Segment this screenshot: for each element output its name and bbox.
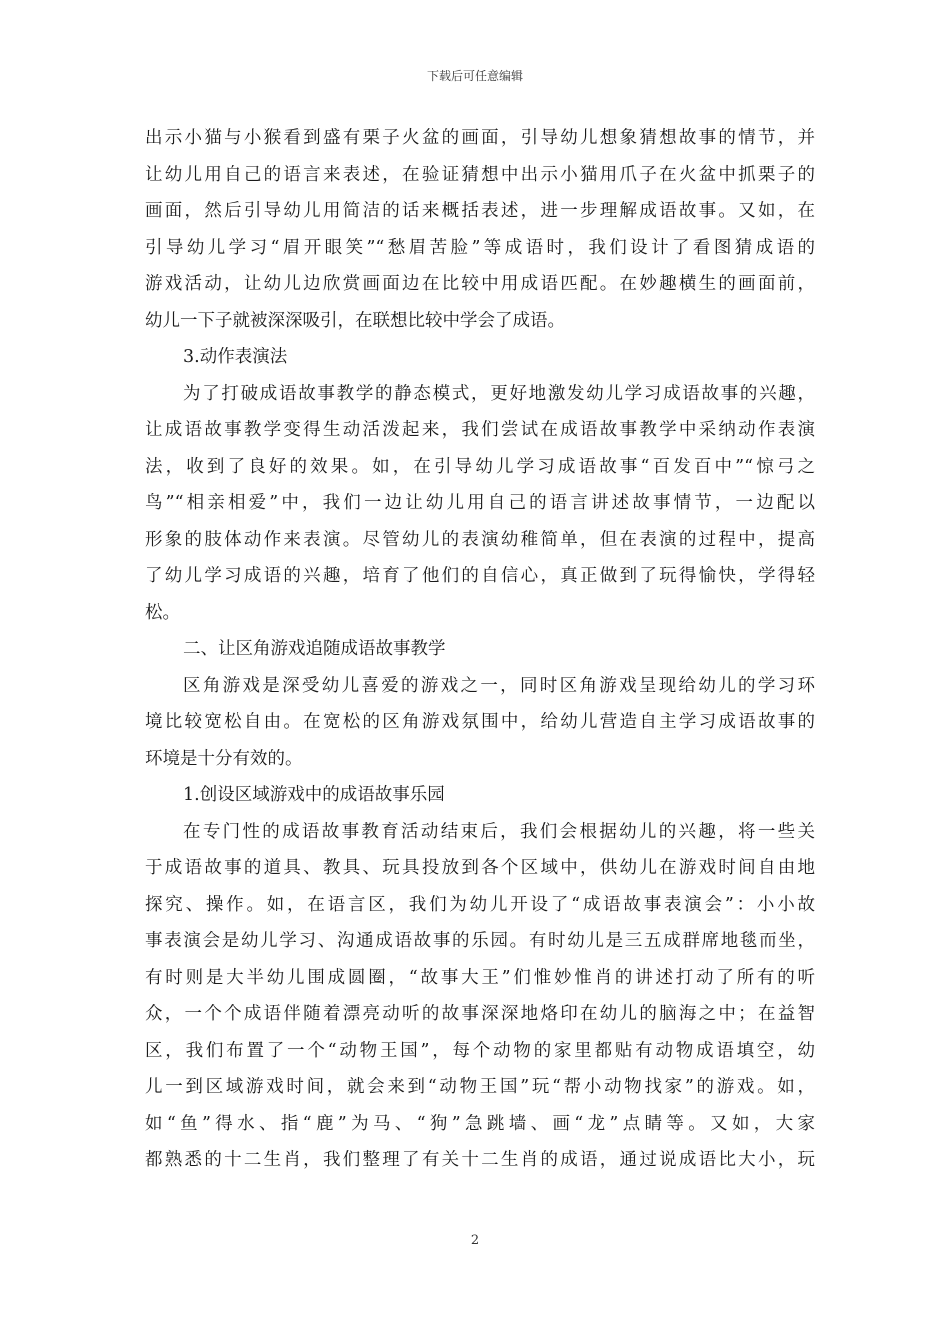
text-line: 让幼儿用自己的语言来表述，在验证猜想中出示小猫用爪子在火盆中抓栗子的: [145, 164, 815, 185]
text-line: 探究、操作。如，在语言区，我们为幼儿开设了“成语故事表演会”：小小故: [145, 894, 815, 915]
text-line: 幼儿一下子就被深深吸引，在联想比较中学会了成语。: [145, 310, 565, 331]
text-line: 出示小猫与小猴看到盛有栗子火盆的画面，引导幼儿想象猜想故事的情节，并: [145, 128, 815, 148]
text-line: 环境是十分有效的。: [145, 748, 303, 769]
text-line: 区角游戏是深受幼儿喜爱的游戏之一，同时区角游戏呈现给幼儿的学习环: [183, 675, 815, 696]
text-line: 形象的肢体动作来表演。尽管幼儿的表演幼稚简单，但在表演的过程中，提高: [145, 529, 815, 550]
text-line: 画面，然后引导幼儿用简洁的话来概括表述，进一步理解成语故事。又如，在: [145, 201, 815, 221]
text-line: 为了打破成语故事教学的静态模式，更好地激发幼儿学习成语故事的兴趣，: [183, 383, 815, 404]
body-text: [145, 120, 815, 1179]
text-line: 游戏活动，让幼儿边欣赏画面边在比较中用成语匹配。在妙趣横生的画面前，: [145, 274, 815, 294]
text-line: 鸟”“相亲相爱”中，我们一边让幼儿用自己的语言讲述故事情节，一边配以: [145, 493, 815, 513]
text-line: 众，一个个成语伴随着漂亮动听的故事深深地烙印在幼儿的脑海之中；在益智: [145, 1004, 815, 1024]
text-line: 区，我们布置了一个“动物王国”，每个动物的家里都贴有动物成语填空，幼: [145, 1040, 815, 1061]
text-line: 了幼儿学习成语的兴趣，培育了他们的自信心，真正做到了玩得愉快，学得轻: [145, 566, 815, 586]
text-line: 3.动作表演法: [183, 347, 288, 367]
text-line: 二、让区角游戏追随成语故事教学: [183, 639, 446, 659]
text-line: 法，收到了良好的效果。如，在引导幼儿学习成语故事“百发百中”“惊弓之: [145, 456, 815, 477]
text-line: 松。: [145, 602, 180, 623]
page-header: 下载后可任意编辑: [426, 69, 523, 83]
text-line: 境比较宽松自由。在宽松的区角游戏氛围中，给幼儿营造自主学习成语故事的: [145, 712, 815, 732]
text-line: 在专门性的成语故事教育活动结束后，我们会根据幼儿的兴趣，将一些关: [183, 821, 815, 842]
text-line: 如“鱼”得水、指“鹿”为马、“狗”急跳墙、画“龙”点睛等。又如，大家: [145, 1113, 815, 1134]
text-line: 于成语故事的道具、教具、玩具投放到各个区域中，供幼儿在游戏时间自由地: [145, 858, 815, 878]
page-number: 2: [470, 1233, 480, 1248]
text-line: 儿一到区域游戏时间，就会来到“动物王国”玩“帮小动物找家”的游戏。如，: [145, 1077, 815, 1097]
text-line: 引导幼儿学习“眉开眼笑”“愁眉苦脸”等成语时，我们设计了看图猜成语的: [145, 237, 815, 258]
text-line: 都熟悉的十二生肖，我们整理了有关十二生肖的成语，通过说成语比大小，玩: [145, 1150, 815, 1170]
text-line: 有时则是大半幼儿围成圆圈，“故事大王”们惟妙惟肖的讲述打动了所有的听: [145, 967, 815, 988]
text-line: 1.创设区域游戏中的成语故事乐园: [183, 785, 445, 805]
text-line: 事表演会是幼儿学习、沟通成语故事的乐园。有时幼儿是三五成群席地毯而坐，: [145, 931, 815, 951]
text-line: 让成语故事教学变得生动活泼起来，我们尝试在成语故事教学中采纳动作表演: [145, 420, 815, 440]
